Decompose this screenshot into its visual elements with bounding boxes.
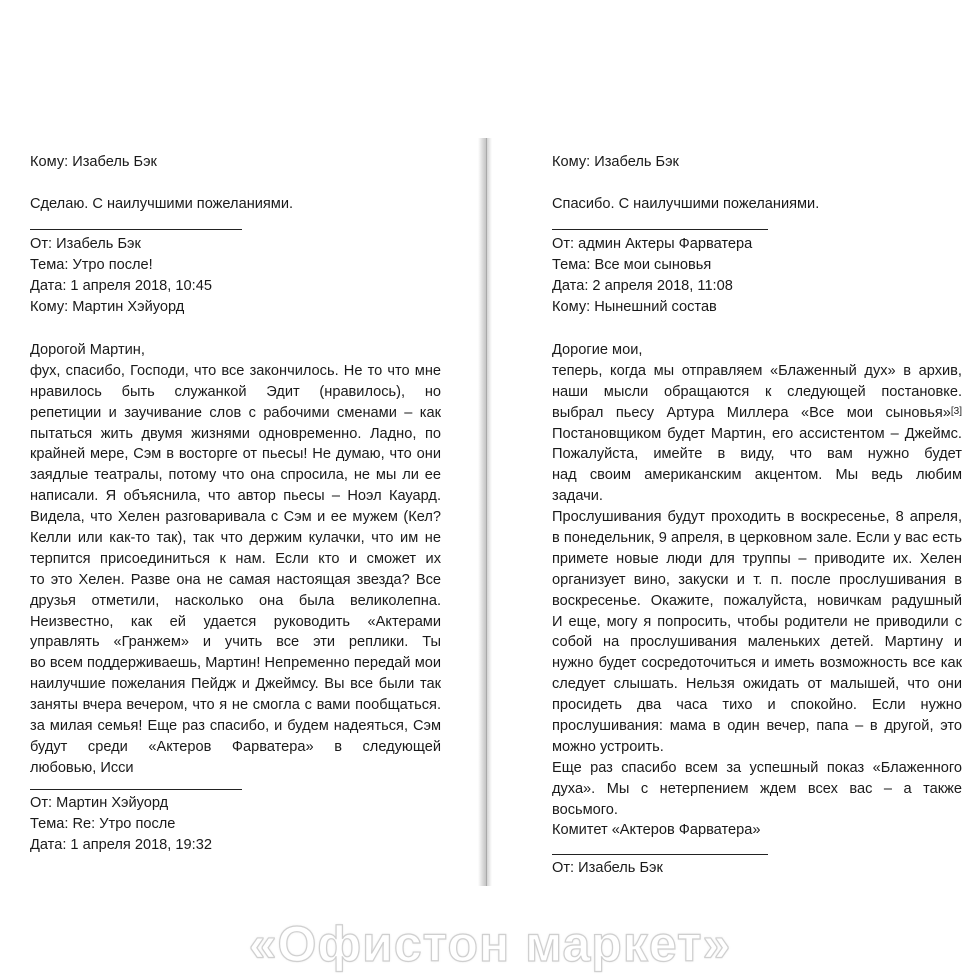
body-line: заняты вчера вечером, что я не смогла с вами пообщаться. — [30, 697, 441, 714]
left-to: Кому: Изабель Бэк — [30, 154, 157, 170]
p2-line: прослушивания: мама в один вечер, папа – в другой, это — [552, 718, 962, 735]
body-line: терпится присоединиться к нам. Если кто и сможет их — [30, 550, 441, 567]
p2-line: И еще, могу я попросить, чтобы родители не приводили с — [552, 613, 962, 630]
body-line: Неизвестно, как ей удается руководить «Актерами — [30, 613, 441, 630]
left-letter — [30, 340, 441, 779]
left-reply-text: Сделаю. С наилучшими пожеланиями. — [30, 196, 294, 212]
p1-line-last: задачи. — [552, 488, 603, 505]
right-divider-1 — [552, 229, 768, 230]
p3-line-last: восьмого. — [552, 801, 618, 818]
right-divider-2 — [552, 854, 768, 855]
body-line: Видела, что Хелен разговаривала с Сэм и ее мужем (Кел? — [30, 509, 441, 526]
header2-from: От: Изабель Бэк — [552, 860, 663, 876]
body-line: то это Хелен. Разве она не самая настоящая звезда? Все — [30, 571, 441, 588]
p1-line-footnote — [552, 403, 962, 424]
p2-line: примете новые люди для труппы – приводите их. Хелен — [552, 550, 962, 567]
body-line: пытаться жить двумя жизнями одновременно. Ладно, по — [30, 425, 441, 442]
p1-line: Постановщиком будет Мартин, его ассистентом – Джеймс. — [552, 425, 962, 442]
p3-line: Еще раз спасибо всем за успешный показ «Блаженного — [552, 759, 962, 776]
body-line: Келли или как-то так), так что держим кулачки, что им не — [30, 530, 441, 547]
book-spine-shadow — [478, 138, 492, 886]
p2-line: воскресенье. Окажите, пожалуйста, новичкам радушный — [552, 592, 962, 609]
header-from: От: админ Актеры Фарватера — [552, 236, 753, 252]
header-from: От: Изабель Бэк — [30, 236, 141, 252]
header-subject: Тема: Все мои сыновья — [552, 256, 712, 273]
body-line: заядлые театралы, потому что она спросила, не мы ли ее — [30, 467, 441, 484]
body-line: репетиции и заучивание слов с рабочими сменами – как — [30, 404, 441, 421]
left-divider-1 — [30, 229, 242, 230]
book-spine-line — [486, 138, 487, 886]
body-line: наилучшие пожелания Пейдж и Джеймсу. Вы все были так — [30, 676, 441, 693]
right-email-header — [552, 234, 962, 318]
header-subject: Тема: Утро после! — [30, 256, 153, 273]
body-line: фух, спасибо, Господи, что все закончилось. Не то что мне — [30, 362, 441, 379]
left-email-header-2 — [30, 793, 441, 856]
body-line: нравилось быть служанкой Эдит (нравилось), но — [30, 383, 441, 400]
header-date: Дата: 1 апреля 2018, 10:45 — [30, 277, 212, 294]
p1-line: Пожалуйста, имейте в виду, что вам нужно будет — [552, 446, 962, 463]
header-date: Дата: 2 апреля 2018, 11:08 — [552, 277, 733, 294]
signature: Комитет «Актеров Фарватера» — [552, 822, 761, 839]
body-line: будут среди «Актеров Фарватера» в следующей — [30, 738, 441, 755]
footnote-ref[interactable]: [3] — [950, 405, 962, 417]
p2-line: нужно будет сосредоточиться и иметь возможность все как — [552, 655, 962, 672]
body-line: во всем поддерживаешь, Мартин! Непременно передай мои — [30, 655, 441, 672]
p2-line: организует вино, закуски и т. п. после прослушивания в — [552, 571, 962, 588]
right-reply — [552, 194, 962, 215]
left-greeting: Дорогой Мартин, — [30, 342, 145, 358]
watermark-text: «Офистон маркет» — [248, 916, 732, 972]
body-line: управлять «Гранжем» и учить все эти реплики. Ты — [30, 634, 441, 651]
header-to: Кому: Мартин Хэйуорд — [30, 298, 185, 315]
p2-line: Прослушивания будут проходить в воскресенье, 8 апреля, — [552, 509, 962, 526]
p1-line: над своим американским акцентом. Мы ведь любим — [552, 467, 962, 484]
p3-line: духа». Мы с нетерпением ждем всех вас – а также — [552, 780, 962, 797]
header2-subject: Тема: Re: Утро после — [30, 815, 176, 832]
p2-line: следует слышать. Нельзя ожидать от малышей, что они — [552, 676, 962, 693]
body-line: крайней мере, Сэм в восторге от пьесы! Не думаю, что они — [30, 446, 441, 463]
left-to-line — [30, 152, 441, 173]
body-line: написали. Я объяснила, что автор пьесы – Ноэл Кауард. — [30, 488, 441, 505]
left-email-header — [30, 234, 441, 318]
p2-line: в понедельник, 9 апреля, в церковном зале. Если у вас есть — [552, 530, 962, 547]
p2-line-last: можно устроить. — [552, 738, 664, 755]
left-reply — [30, 194, 441, 215]
right-to-line — [552, 152, 962, 173]
body-line: за милая семья! Еще раз спасибо, и будем надеяться, Сэм — [30, 718, 441, 735]
p1-line: теперь, когда мы отправляем «Блаженный дух» в архив, — [552, 362, 962, 379]
p2-line: просидеть два часа тихо и спокойно. Если нужно — [552, 697, 962, 714]
right-to: Кому: Изабель Бэк — [552, 154, 679, 170]
header2-from: От: Мартин Хэйуорд — [30, 795, 169, 811]
header-to: Кому: Нынешний состав — [552, 298, 717, 315]
left-divider-2 — [30, 789, 242, 790]
p1-line-text: выбрал пьесу Артура Миллера «Все мои сыновья» — [552, 404, 951, 421]
body-line: друзья отметили, насколько она была великолепна. — [30, 592, 441, 609]
right-greeting: Дорогие мои, — [552, 342, 643, 358]
right-letter — [552, 340, 962, 841]
right-email-header-2 — [552, 858, 962, 879]
body-line-last: любовью, Исси — [30, 759, 134, 776]
header2-date: Дата: 1 апреля 2018, 19:32 — [30, 836, 212, 853]
p2-line: собой на прослушивания маленьких детей. Мартину и — [552, 634, 962, 651]
right-reply-text: Спасибо. С наилучшими пожеланиями. — [552, 196, 820, 212]
p1-line: наши мысли обращаются к следующей постановке. — [552, 383, 962, 400]
